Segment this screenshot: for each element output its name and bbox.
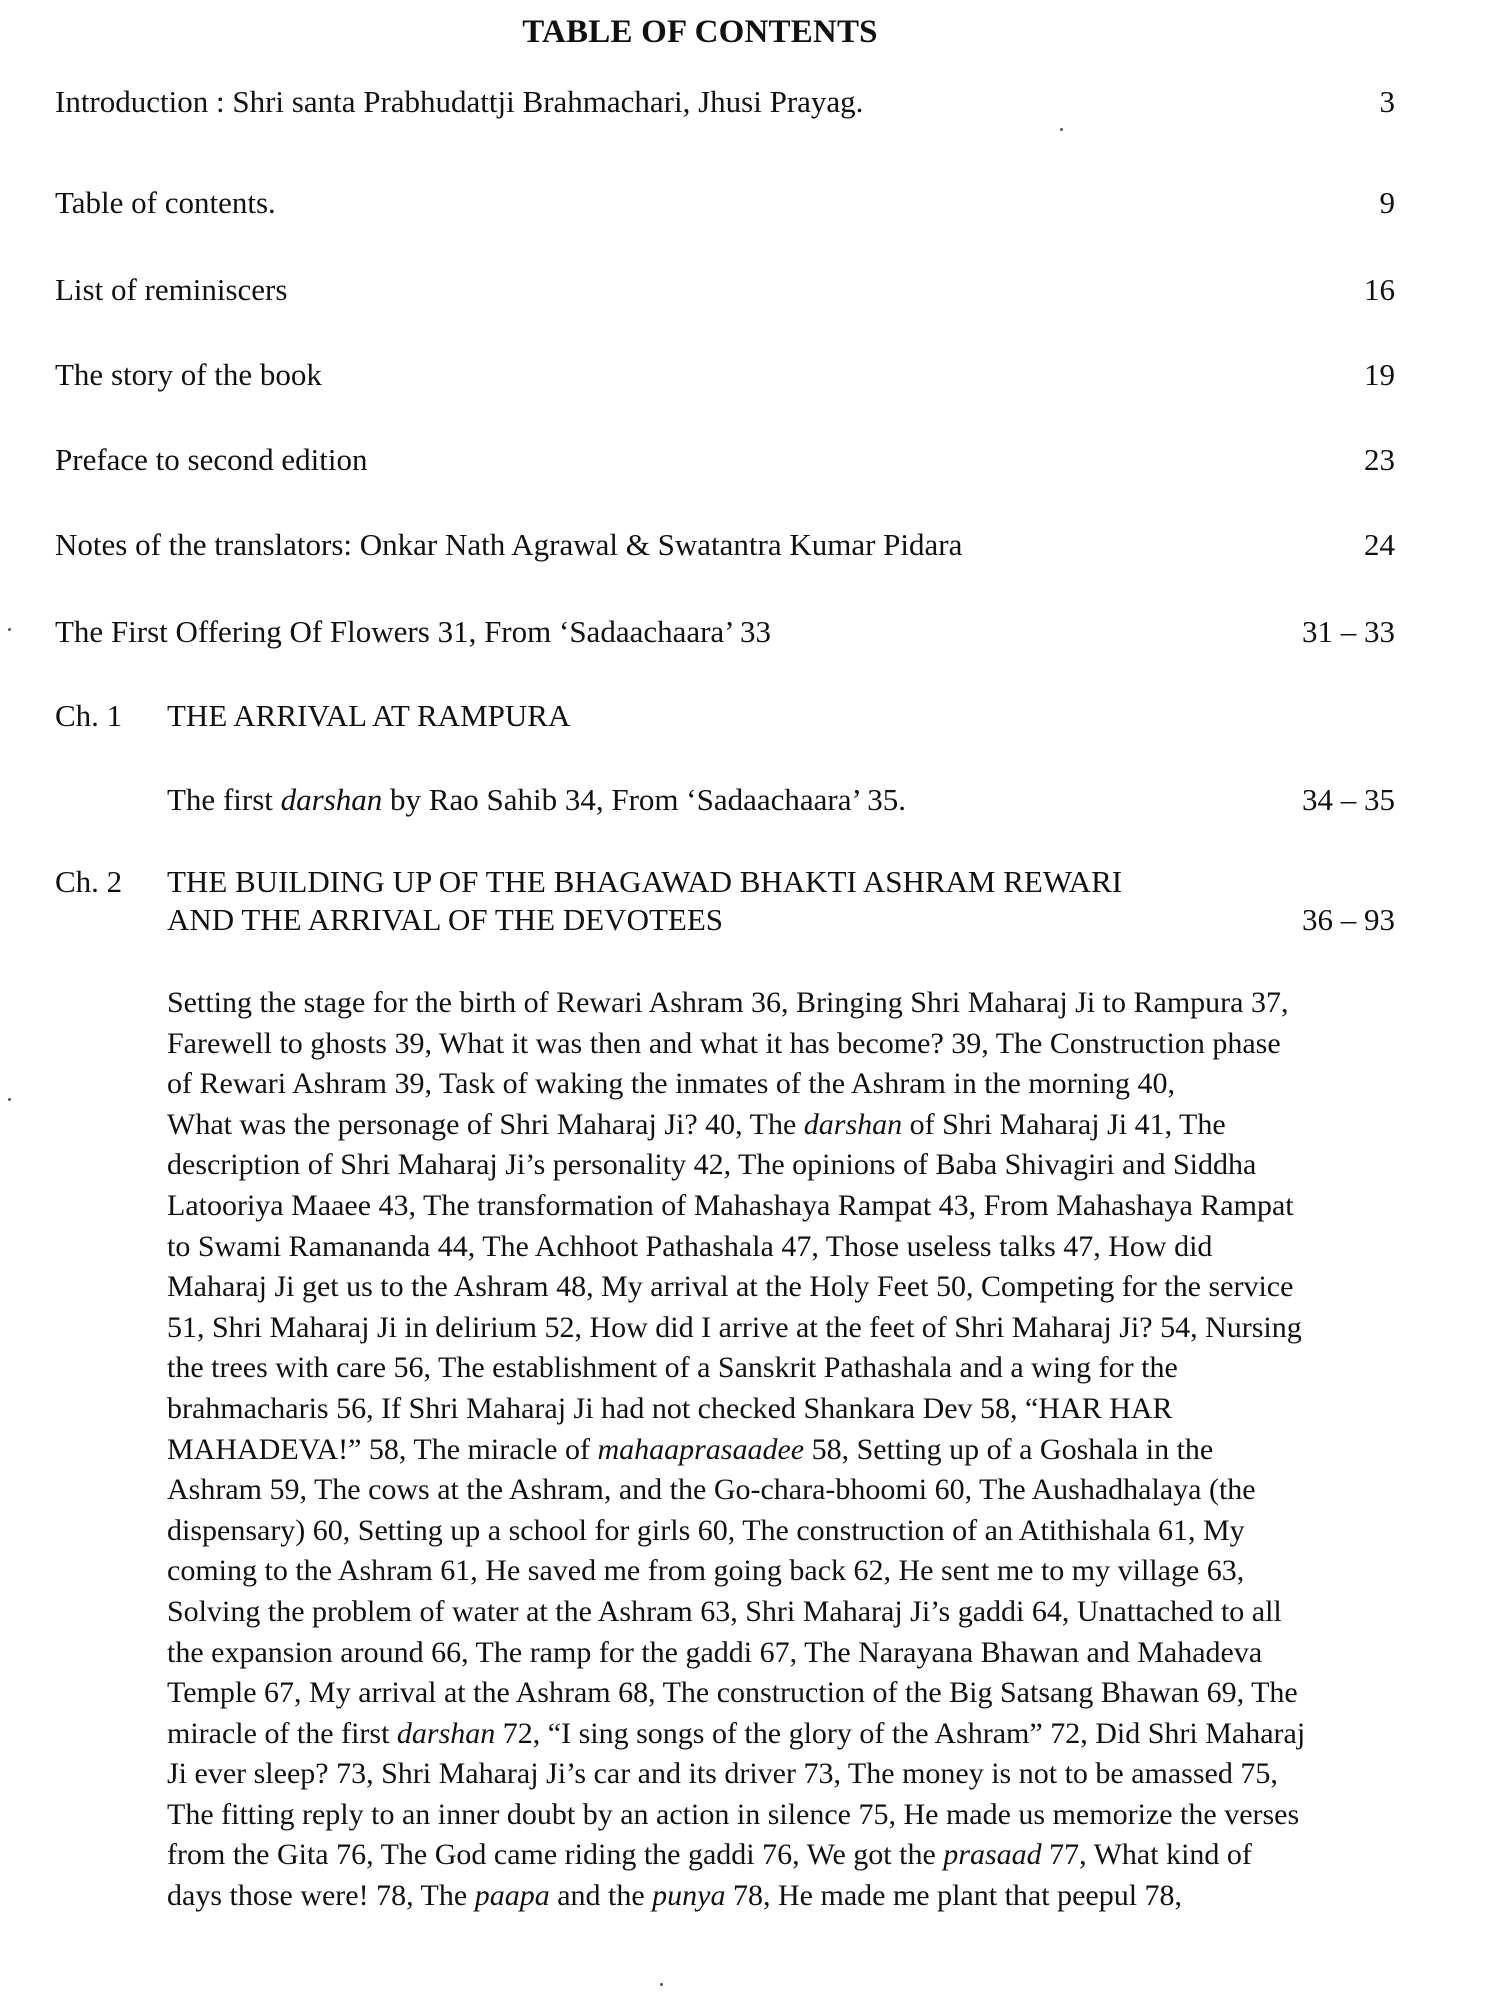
toc-entry-page: 31 – 33 xyxy=(1302,614,1395,649)
contents-text: and the xyxy=(549,1879,653,1913)
toc-entry-page: 19 xyxy=(1364,357,1395,392)
contents-line xyxy=(167,1145,1442,1186)
contents-text: days those were! 78, The xyxy=(167,1879,475,1913)
contents-text: Temple 67, My arrival at the Ashram 68, The construction of the Big Satsang Bhawan 69, The xyxy=(167,1676,1298,1710)
contents-italic-term: darshan xyxy=(803,1107,903,1141)
contents-text: 77, What kind of xyxy=(1041,1838,1252,1872)
toc-entry-page: 3 xyxy=(1379,84,1395,119)
toc-entry-page: 16 xyxy=(1364,272,1395,307)
chapter-title-line-1: THE BUILDING UP OF THE BHAGAWAD BHAKTI ASHRAM REWARI xyxy=(167,864,1123,899)
toc-entry-label: List of reminiscers xyxy=(55,272,288,307)
chapter-number: Ch. 1 xyxy=(55,698,123,733)
scan-speck xyxy=(1060,128,1063,131)
contents-line xyxy=(167,1430,1442,1471)
toc-entry-page: 24 xyxy=(1364,527,1395,562)
contents-text: of Rewari Ashram 39, Task of waking the inmates of the Ashram in the morning 40, xyxy=(167,1067,1176,1101)
page-title: TABLE OF CONTENTS xyxy=(522,14,878,50)
contents-line xyxy=(167,983,1442,1024)
contents-text: description of Shri Maharaj Ji’s personality 42, The opinions of Baba Shivagiri and Siddha xyxy=(167,1148,1257,1182)
toc-entry-page: 23 xyxy=(1364,442,1395,477)
contents-text: to Swami Ramananda 44, The Achhoot Pathashala 47, Those useless talks 47, How did xyxy=(167,1229,1213,1263)
contents-text: MAHADEVA!” 58, The miracle of xyxy=(167,1432,598,1466)
contents-line xyxy=(167,1835,1442,1876)
contents-line xyxy=(167,1754,1442,1795)
chapter-1-entry-text xyxy=(167,780,906,820)
toc-entry-label: Notes of the translators: Onkar Nath Agrawal & Swatantra Kumar Pidara xyxy=(55,527,963,562)
contents-line xyxy=(167,1348,1442,1389)
scan-speck xyxy=(8,1098,11,1101)
contents-text: Ashram 59, The cows at the Ashram, and the Go-chara-bhoomi 60, The Aushadhalaya (the xyxy=(167,1473,1256,1507)
chapter-2-contents-paragraph xyxy=(167,983,1442,1917)
contents-line xyxy=(167,1795,1442,1836)
contents-text: miracle of the first xyxy=(167,1716,397,1750)
chapter-number: Ch. 2 xyxy=(55,864,123,899)
scan-speck xyxy=(8,628,11,631)
contents-text: from the Gita 76, The God came riding the gaddi 76, We got the xyxy=(167,1838,944,1872)
contents-italic-term: mahaaprasaadee xyxy=(597,1432,805,1466)
contents-text: 51, Shri Maharaj Ji in delirium 52, How did I arrive at the feet of Shri Maharaj Ji? 54, Nursing xyxy=(167,1310,1302,1344)
contents-line xyxy=(167,1024,1442,1065)
contents-text: coming to the Ashram 61, He saved me from going back 62, He sent me to my village 63, xyxy=(167,1554,1245,1588)
contents-text: of Shri Maharaj Ji 41, The xyxy=(902,1107,1226,1141)
contents-line xyxy=(167,1267,1442,1308)
contents-line xyxy=(167,1308,1442,1349)
contents-line xyxy=(167,1186,1442,1227)
contents-text: the trees with care 56, The establishment of a Sanskrit Pathashala and a wing for the xyxy=(167,1351,1178,1385)
entry-text-suffix: by Rao Sahib 34, From ‘Sadaachaara’ 35. xyxy=(382,782,906,817)
contents-italic-term: paapa xyxy=(474,1879,550,1913)
contents-line xyxy=(167,1714,1442,1755)
contents-line xyxy=(167,1227,1442,1268)
contents-line xyxy=(167,1551,1442,1592)
contents-line xyxy=(167,1511,1442,1552)
toc-entry-label: The story of the book xyxy=(55,357,322,392)
toc-entry-page: 9 xyxy=(1379,185,1395,220)
entry-text-prefix: The first xyxy=(167,782,281,817)
contents-text: Solving the problem of water at the Ashram 63, Shri Maharaj Ji’s gaddi 64, Unattached to all xyxy=(167,1594,1282,1628)
contents-text: Farewell to ghosts 39, What it was then and what it has become? 39, The Construction phase xyxy=(167,1026,1281,1060)
contents-line xyxy=(167,1876,1442,1917)
scan-speck xyxy=(660,1983,663,1986)
contents-text: 58, Setting up of a Goshala in the xyxy=(804,1432,1214,1466)
entry-text-italic: darshan xyxy=(280,782,383,817)
contents-text: What was the personage of Shri Maharaj Ji? 40, The xyxy=(167,1107,804,1141)
contents-text: Setting the stage for the birth of Rewari Ashram 36, Bringing Shri Maharaj Ji to Rampura 37, xyxy=(167,986,1289,1019)
contents-text: dispensary) 60, Setting up a school for girls 60, The construction of an Atithishala 61, My xyxy=(167,1513,1245,1547)
contents-line xyxy=(167,1389,1442,1430)
contents-text: The fitting reply to an inner doubt by an action in silence 75, He made us memorize the verses xyxy=(167,1797,1300,1831)
contents-line xyxy=(167,1673,1442,1714)
contents-line xyxy=(167,1633,1442,1674)
contents-text: 78, He made me plant that peepul 78, xyxy=(725,1879,1183,1913)
contents-text: 72, “I sing songs of the glory of the Ashram” 72, Did Shri Maharaj xyxy=(495,1716,1306,1750)
contents-line xyxy=(167,1105,1442,1146)
chapter-1-pages: 34 – 35 xyxy=(1302,782,1395,817)
chapter-title: THE ARRIVAL AT RAMPURA xyxy=(167,698,571,733)
toc-entry-label: Introduction : Shri santa Prabhudattji Brahmachari, Jhusi Prayag. xyxy=(55,84,864,119)
contents-text: Ji ever sleep? 73, Shri Maharaj Ji’s car and its driver 73, The money is not to be amassed 75, xyxy=(167,1757,1278,1791)
contents-line xyxy=(167,1064,1442,1105)
contents-text: the expansion around 66, The ramp for the gaddi 67, The Narayana Bhawan and Mahadeva xyxy=(167,1635,1263,1669)
contents-italic-term: punya xyxy=(652,1879,726,1913)
chapter-title-line-2: AND THE ARRIVAL OF THE DEVOTEES xyxy=(167,902,724,937)
contents-text: Latooriya Maaee 43, The transformation of Mahashaya Rampat 43, From Mahashaya Rampat xyxy=(167,1188,1294,1222)
contents-line xyxy=(167,1592,1442,1633)
contents-italic-term: prasaad xyxy=(943,1838,1042,1872)
toc-entry-label: Table of contents. xyxy=(55,185,276,220)
contents-text: Maharaj Ji get us to the Ashram 48, My arrival at the Holy Feet 50, Competing for the service xyxy=(167,1270,1294,1304)
toc-entry-label: Preface to second edition xyxy=(55,442,368,477)
toc-entry-label: The First Offering Of Flowers 31, From ‘Sadaachaara’ 33 xyxy=(55,614,771,649)
contents-text: brahmacharis 56, If Shri Maharaj Ji had not checked Shankara Dev 58, “HAR HAR xyxy=(167,1391,1173,1425)
contents-italic-term: darshan xyxy=(396,1716,496,1750)
chapter-2-pages: 36 – 93 xyxy=(1302,902,1395,937)
contents-line xyxy=(167,1470,1442,1511)
